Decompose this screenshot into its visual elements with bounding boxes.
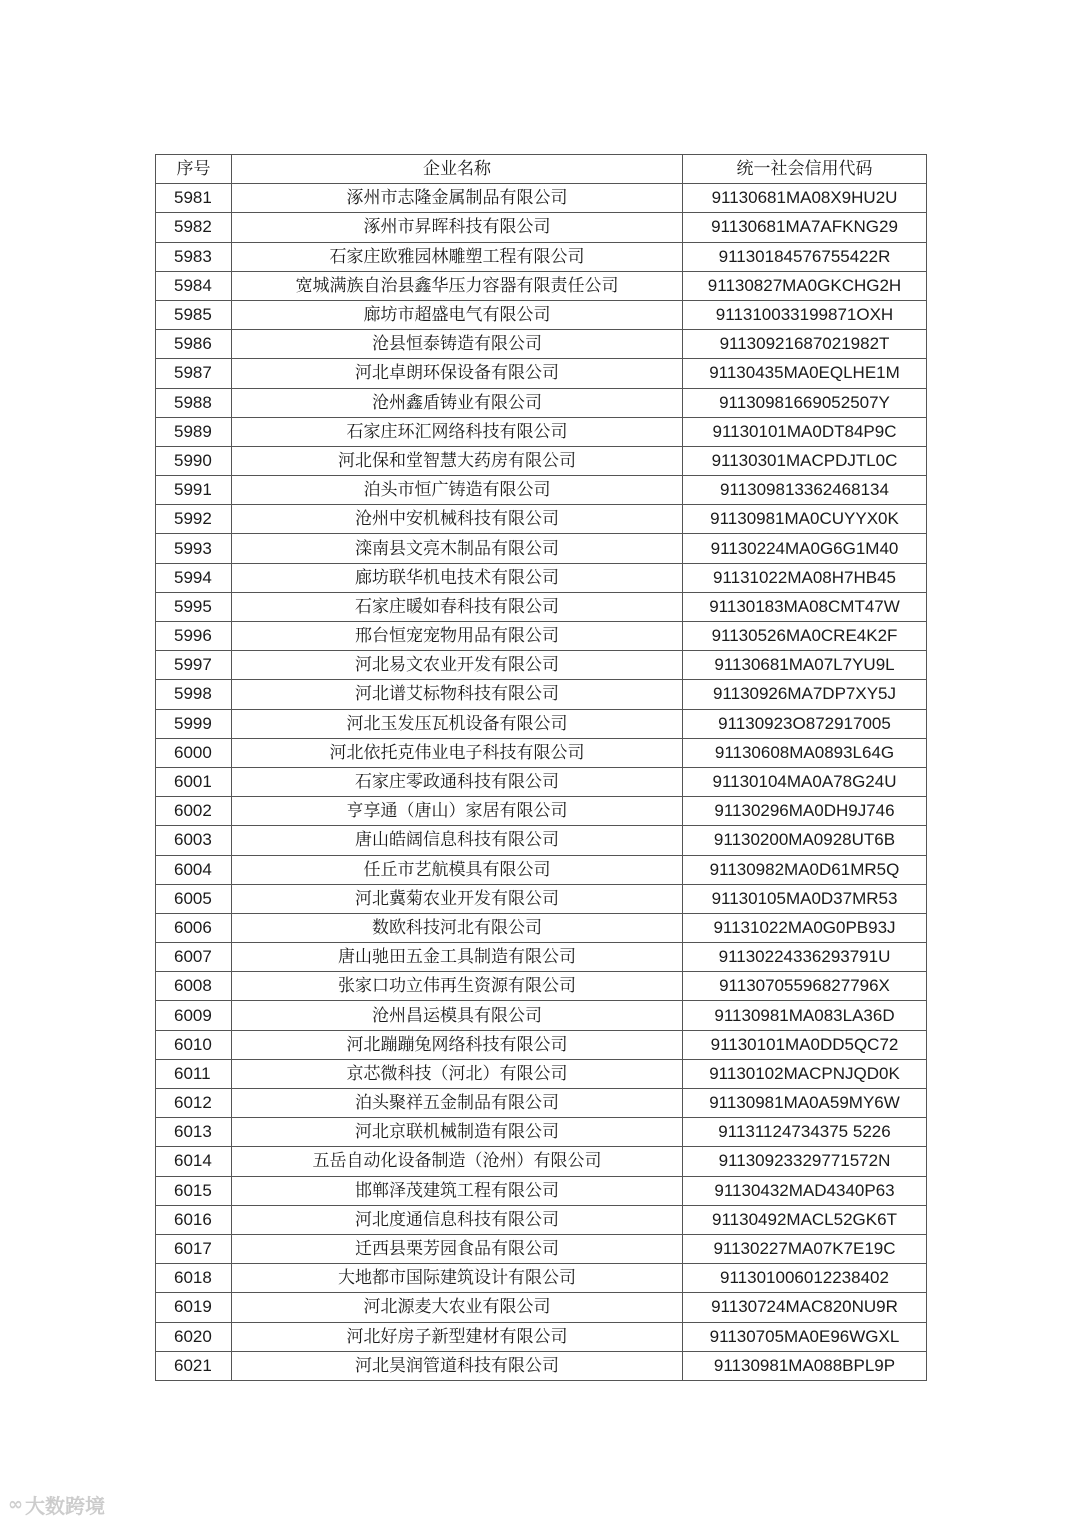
row-credit-code: 91131022MA0G0PB93J (683, 913, 927, 942)
row-seq: 5989 (156, 417, 232, 446)
row-enterprise-name: 邯郸泽茂建筑工程有限公司 (232, 1176, 683, 1205)
table-body (156, 184, 927, 1381)
row-seq: 5987 (156, 359, 232, 388)
row-seq: 5996 (156, 622, 232, 651)
table-row (156, 1001, 927, 1030)
row-credit-code: 91130705MA0E96WGXL (683, 1322, 927, 1351)
row-credit-code: 91130104MA0A78G24U (683, 767, 927, 796)
row-enterprise-name: 沧州昌运模具有限公司 (232, 1001, 683, 1030)
row-seq: 5992 (156, 505, 232, 534)
row-credit-code: 91130681MA7AFKNG29 (683, 213, 927, 242)
row-credit-code: 91130681MA08X9HU2U (683, 184, 927, 213)
row-seq: 6005 (156, 884, 232, 913)
row-enterprise-name: 邢台恒宠宠物用品有限公司 (232, 622, 683, 651)
table-row (156, 417, 927, 446)
row-enterprise-name: 河北玉发压瓦机设备有限公司 (232, 709, 683, 738)
row-seq: 6001 (156, 767, 232, 796)
row-enterprise-name: 亨享通（唐山）家居有限公司 (232, 797, 683, 826)
table-row (156, 767, 927, 796)
header-code: 统一社会信用代码 (683, 155, 927, 184)
row-credit-code: 91130200MA0928UT6B (683, 826, 927, 855)
row-seq: 6003 (156, 826, 232, 855)
table-row (156, 1118, 927, 1147)
row-enterprise-name: 沧县恒泰铸造有限公司 (232, 330, 683, 359)
row-enterprise-name: 河北蹦蹦兔网络科技有限公司 (232, 1030, 683, 1059)
table-row (156, 300, 927, 329)
row-credit-code: 91130224MA0G6G1M40 (683, 534, 927, 563)
watermark-logo-icon: ∞ (8, 1494, 21, 1515)
row-credit-code: 91130526MA0CRE4K2F (683, 622, 927, 651)
table-row (156, 855, 927, 884)
row-credit-code: 91130724MAC820NU9R (683, 1293, 927, 1322)
row-seq: 6016 (156, 1205, 232, 1234)
table-row (156, 826, 927, 855)
row-credit-code: 91130981MA0A59MY6W (683, 1089, 927, 1118)
row-enterprise-name: 沧州中安机械科技有限公司 (232, 505, 683, 534)
row-seq: 5984 (156, 271, 232, 300)
table-row (156, 505, 927, 534)
row-enterprise-name: 河北卓朗环保设备有限公司 (232, 359, 683, 388)
row-seq: 5999 (156, 709, 232, 738)
row-seq: 5981 (156, 184, 232, 213)
row-credit-code: 91130923O872917005 (683, 709, 927, 738)
row-enterprise-name: 大地都市国际建筑设计有限公司 (232, 1264, 683, 1293)
row-credit-code: 91130102MACPNJQD0K (683, 1059, 927, 1088)
table-row (156, 446, 927, 475)
table-row (156, 1264, 927, 1293)
row-seq: 6004 (156, 855, 232, 884)
table-row (156, 213, 927, 242)
row-enterprise-name: 河北冀菊农业开发有限公司 (232, 884, 683, 913)
row-seq: 6013 (156, 1118, 232, 1147)
row-credit-code: 91130827MA0GKCHG2H (683, 271, 927, 300)
table-row (156, 651, 927, 680)
row-seq: 5991 (156, 476, 232, 505)
table-row (156, 1059, 927, 1088)
table-row (156, 797, 927, 826)
row-enterprise-name: 河北依托克伟业电子科技有限公司 (232, 738, 683, 767)
table-row (156, 738, 927, 767)
table-row (156, 1030, 927, 1059)
row-credit-code: 91130227MA07K7E19C (683, 1234, 927, 1263)
table-row (156, 271, 927, 300)
row-enterprise-name: 河北易文农业开发有限公司 (232, 651, 683, 680)
table-row (156, 913, 927, 942)
row-seq: 6009 (156, 1001, 232, 1030)
table-row (156, 534, 927, 563)
row-seq: 5988 (156, 388, 232, 417)
row-seq: 5998 (156, 680, 232, 709)
row-credit-code: 91130926MA7DP7XY5J (683, 680, 927, 709)
table-row (156, 330, 927, 359)
row-credit-code: 911301006012238402 (683, 1264, 927, 1293)
row-enterprise-name: 河北谱艾标物科技有限公司 (232, 680, 683, 709)
row-credit-code: 91130981MA0CUYYX0K (683, 505, 927, 534)
row-seq: 6002 (156, 797, 232, 826)
row-enterprise-name: 涿州市志隆金属制品有限公司 (232, 184, 683, 213)
row-seq: 6000 (156, 738, 232, 767)
row-enterprise-name: 河北度通信息科技有限公司 (232, 1205, 683, 1234)
row-credit-code: 91130608MA0893L64G (683, 738, 927, 767)
row-seq: 6020 (156, 1322, 232, 1351)
table-row (156, 709, 927, 738)
row-enterprise-name: 河北昊润管道科技有限公司 (232, 1351, 683, 1380)
row-enterprise-name: 宽城满族自治县鑫华压力容器有限责任公司 (232, 271, 683, 300)
row-seq: 6011 (156, 1059, 232, 1088)
row-credit-code: 91130432MAD4340P63 (683, 1176, 927, 1205)
row-seq: 6006 (156, 913, 232, 942)
row-seq: 6015 (156, 1176, 232, 1205)
row-enterprise-name: 河北源麦大农业有限公司 (232, 1293, 683, 1322)
row-credit-code: 91131022MA08H7HB45 (683, 563, 927, 592)
table-row (156, 622, 927, 651)
row-credit-code: 91130296MA0DH9J746 (683, 797, 927, 826)
row-enterprise-name: 石家庄暖如春科技有限公司 (232, 592, 683, 621)
row-enterprise-name: 唐山驰田五金工具制造有限公司 (232, 943, 683, 972)
row-enterprise-name: 泊头聚祥五金制品有限公司 (232, 1089, 683, 1118)
row-seq: 6008 (156, 972, 232, 1001)
row-enterprise-name: 任丘市艺航模具有限公司 (232, 855, 683, 884)
row-seq: 6018 (156, 1264, 232, 1293)
row-seq: 6012 (156, 1089, 232, 1118)
row-credit-code: 91130923329771572N (683, 1147, 927, 1176)
row-enterprise-name: 石家庄零政通科技有限公司 (232, 767, 683, 796)
row-credit-code: 91130224336293791U (683, 943, 927, 972)
row-credit-code: 91130105MA0D37MR53 (683, 884, 927, 913)
row-credit-code: 91130921687021982T (683, 330, 927, 359)
row-credit-code: 91130101MA0DD5QC72 (683, 1030, 927, 1059)
row-seq: 5983 (156, 242, 232, 271)
table-row (156, 1205, 927, 1234)
row-enterprise-name: 数欧科技河北有限公司 (232, 913, 683, 942)
row-seq: 5990 (156, 446, 232, 475)
row-enterprise-name: 五岳自动化设备制造（沧州）有限公司 (232, 1147, 683, 1176)
row-credit-code: 91131124734375 5226 (683, 1118, 927, 1147)
watermark-text: 大数跨境 (25, 1494, 105, 1518)
table-row (156, 972, 927, 1001)
watermark (8, 1490, 105, 1519)
table-row (156, 184, 927, 213)
table-header (156, 155, 927, 184)
row-credit-code: 91130981MA083LA36D (683, 1001, 927, 1030)
table-row (156, 592, 927, 621)
table-row (156, 1351, 927, 1380)
row-enterprise-name: 涿州市昇晖科技有限公司 (232, 213, 683, 242)
table-row (156, 242, 927, 271)
table-row (156, 680, 927, 709)
enterprise-table (155, 154, 927, 1381)
row-seq: 5994 (156, 563, 232, 592)
row-credit-code: 91130981MA088BPL9P (683, 1351, 927, 1380)
row-credit-code: 911310033199871OXH (683, 300, 927, 329)
table-row (156, 1089, 927, 1118)
header-name: 企业名称 (232, 155, 683, 184)
table-row (156, 943, 927, 972)
row-seq: 5997 (156, 651, 232, 680)
table-row (156, 388, 927, 417)
row-enterprise-name: 河北京联机械制造有限公司 (232, 1118, 683, 1147)
row-credit-code: 91130184576755422R (683, 242, 927, 271)
row-seq: 6017 (156, 1234, 232, 1263)
table-row (156, 1176, 927, 1205)
row-seq: 6019 (156, 1293, 232, 1322)
row-seq: 5982 (156, 213, 232, 242)
row-enterprise-name: 泊头市恒广铸造有限公司 (232, 476, 683, 505)
header-seq: 序号 (156, 155, 232, 184)
row-enterprise-name: 石家庄欧雅园林雕塑工程有限公司 (232, 242, 683, 271)
row-credit-code: 91130301MACPDJTL0C (683, 446, 927, 475)
row-enterprise-name: 廊坊市超盛电气有限公司 (232, 300, 683, 329)
row-enterprise-name: 唐山皓阔信息科技有限公司 (232, 826, 683, 855)
row-enterprise-name: 河北好房子新型建材有限公司 (232, 1322, 683, 1351)
row-credit-code: 91130435MA0EQLHE1M (683, 359, 927, 388)
table-row (156, 884, 927, 913)
table-row (156, 476, 927, 505)
table-row (156, 1322, 927, 1351)
row-enterprise-name: 京芯微科技（河北）有限公司 (232, 1059, 683, 1088)
table-row (156, 563, 927, 592)
row-enterprise-name: 廊坊联华机电技术有限公司 (232, 563, 683, 592)
row-enterprise-name: 张家口功立伟再生资源有限公司 (232, 972, 683, 1001)
header-row (156, 155, 927, 184)
row-seq: 5993 (156, 534, 232, 563)
row-credit-code: 91130101MA0DT84P9C (683, 417, 927, 446)
row-enterprise-name: 滦南县文亮木制品有限公司 (232, 534, 683, 563)
row-seq: 6007 (156, 943, 232, 972)
row-seq: 6010 (156, 1030, 232, 1059)
row-credit-code: 91130492MACL52GK6T (683, 1205, 927, 1234)
row-seq: 6021 (156, 1351, 232, 1380)
row-credit-code: 91130681MA07L7YU9L (683, 651, 927, 680)
row-credit-code: 911309813362468134 (683, 476, 927, 505)
table-row (156, 1147, 927, 1176)
table-row (156, 1293, 927, 1322)
row-credit-code: 91130982MA0D61MR5Q (683, 855, 927, 884)
table-row (156, 359, 927, 388)
row-seq: 5985 (156, 300, 232, 329)
row-seq: 5986 (156, 330, 232, 359)
row-enterprise-name: 石家庄环汇网络科技有限公司 (232, 417, 683, 446)
row-enterprise-name: 迁西县栗芳园食品有限公司 (232, 1234, 683, 1263)
table-row (156, 1234, 927, 1263)
row-seq: 6014 (156, 1147, 232, 1176)
row-credit-code: 91130183MA08CMT47W (683, 592, 927, 621)
row-credit-code: 91130705596827796X (683, 972, 927, 1001)
row-credit-code: 91130981669052507Y (683, 388, 927, 417)
row-enterprise-name: 河北保和堂智慧大药房有限公司 (232, 446, 683, 475)
row-enterprise-name: 沧州鑫盾铸业有限公司 (232, 388, 683, 417)
row-seq: 5995 (156, 592, 232, 621)
